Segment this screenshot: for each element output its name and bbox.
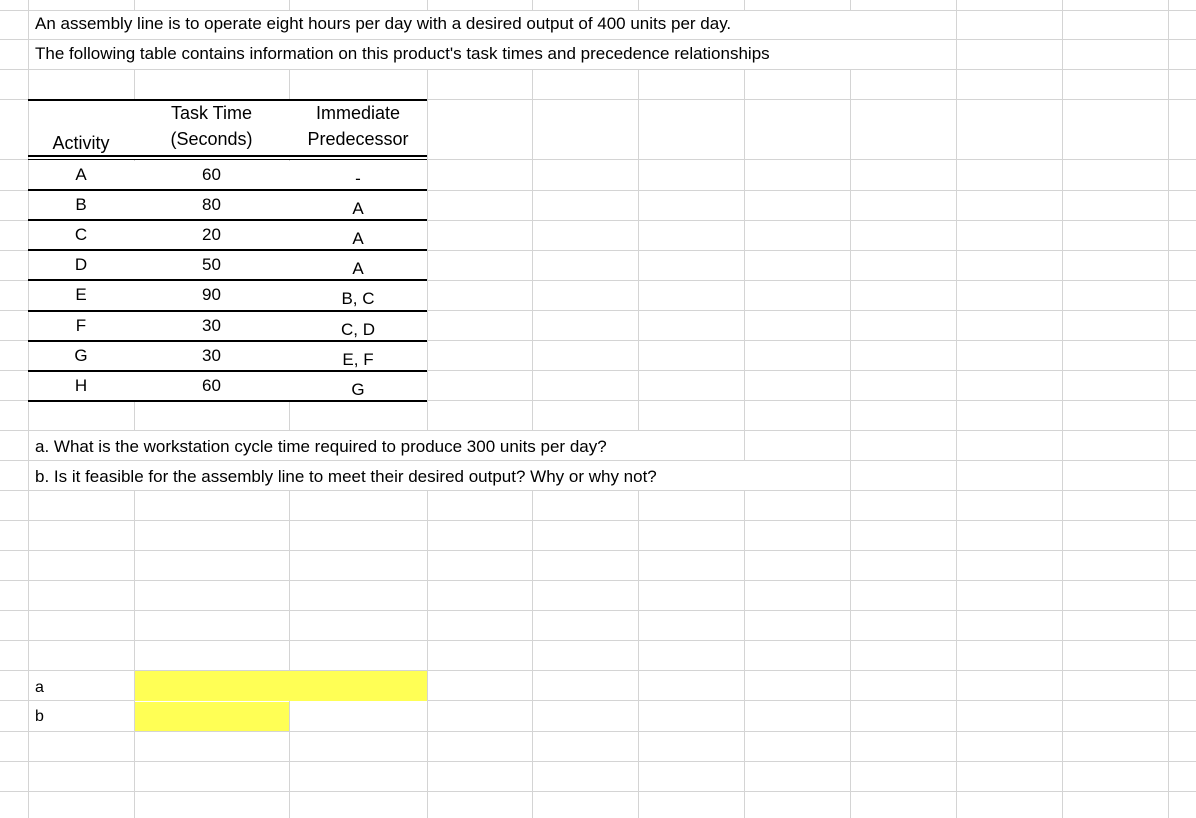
cell-activity[interactable]: H — [74, 375, 88, 395]
cell-task-time[interactable]: 80 — [202, 195, 221, 215]
cell-predecessor[interactable]: C, D — [341, 319, 375, 339]
answer-cell-a[interactable] — [135, 671, 427, 701]
intro-line-1[interactable]: An assembly line is to operate eight hours per day with a desired output of 400 units per day. — [35, 14, 732, 33]
cell-predecessor[interactable]: E, F — [342, 349, 374, 369]
header-task-time-line2[interactable]: (Seconds) — [170, 129, 253, 149]
cell-predecessor[interactable]: A — [352, 229, 364, 249]
grid-row-line — [0, 520, 1196, 521]
header-predecessor-line1[interactable]: Immediate — [315, 103, 401, 123]
grid-row-line — [0, 550, 1196, 551]
grid-row-line — [0, 610, 1196, 611]
header-double-border-2 — [28, 159, 427, 160]
grid-row-line — [0, 580, 1196, 581]
grid-col-line — [1168, 0, 1169, 818]
cell-task-time[interactable]: 60 — [202, 375, 221, 395]
header-predecessor-line2[interactable]: Predecessor — [307, 129, 409, 149]
table-top-border — [28, 99, 427, 101]
cell-task-time[interactable]: 60 — [202, 165, 221, 184]
grid-row-line — [0, 69, 1196, 70]
cell-activity[interactable]: B — [75, 195, 87, 215]
grid-col-line — [744, 0, 745, 818]
cell-task-time[interactable]: 30 — [202, 345, 221, 365]
header-activity[interactable]: Activity — [52, 133, 110, 153]
answer-label-a[interactable]: a — [35, 679, 44, 696]
table-row-border — [28, 400, 427, 402]
grid-row-line — [0, 791, 1196, 792]
grid-col-line — [532, 0, 533, 818]
answer-cell-b[interactable] — [135, 702, 289, 731]
cell-activity[interactable]: F — [75, 315, 87, 335]
answer-label-b[interactable]: b — [35, 708, 44, 725]
cell-predecessor[interactable]: A — [352, 199, 364, 219]
question-b[interactable]: b. Is it feasible for the assembly line to meet their desired output? Why or why not? — [35, 467, 657, 486]
grid-row-line — [0, 490, 1196, 491]
question-a[interactable]: a. What is the workstation cycle time required to produce 300 units per day? — [35, 437, 607, 456]
cell-predecessor[interactable]: - — [355, 169, 361, 188]
cell-activity[interactable]: G — [74, 345, 88, 365]
grid-col-line — [1062, 0, 1063, 818]
cell-task-time[interactable]: 50 — [202, 255, 221, 275]
intro-line-2[interactable]: The following table contains information on this product's task times and precedence relationships — [35, 44, 770, 63]
header-double-border-1 — [28, 155, 427, 157]
cell-task-time[interactable]: 30 — [202, 315, 221, 335]
cell-activity[interactable]: E — [75, 285, 87, 305]
cell-predecessor[interactable]: A — [352, 259, 364, 279]
cell-activity[interactable]: A — [75, 165, 87, 184]
grid-col-line — [427, 0, 428, 818]
grid-row-line — [0, 761, 1196, 762]
cell-predecessor[interactable]: G — [351, 379, 365, 399]
cell-predecessor[interactable]: B, C — [341, 289, 375, 309]
cell-task-time[interactable]: 90 — [202, 285, 221, 305]
cell-task-time[interactable]: 20 — [202, 225, 221, 245]
grid-col-line — [638, 0, 639, 818]
grid-row-line — [0, 731, 1196, 732]
grid-row-line — [0, 640, 1196, 641]
grid-col-line — [956, 0, 957, 818]
header-task-time-line1[interactable]: Task Time — [170, 103, 253, 123]
grid-col-line — [850, 0, 851, 818]
cell-activity[interactable]: C — [74, 225, 88, 245]
cell-activity[interactable]: D — [74, 255, 88, 275]
